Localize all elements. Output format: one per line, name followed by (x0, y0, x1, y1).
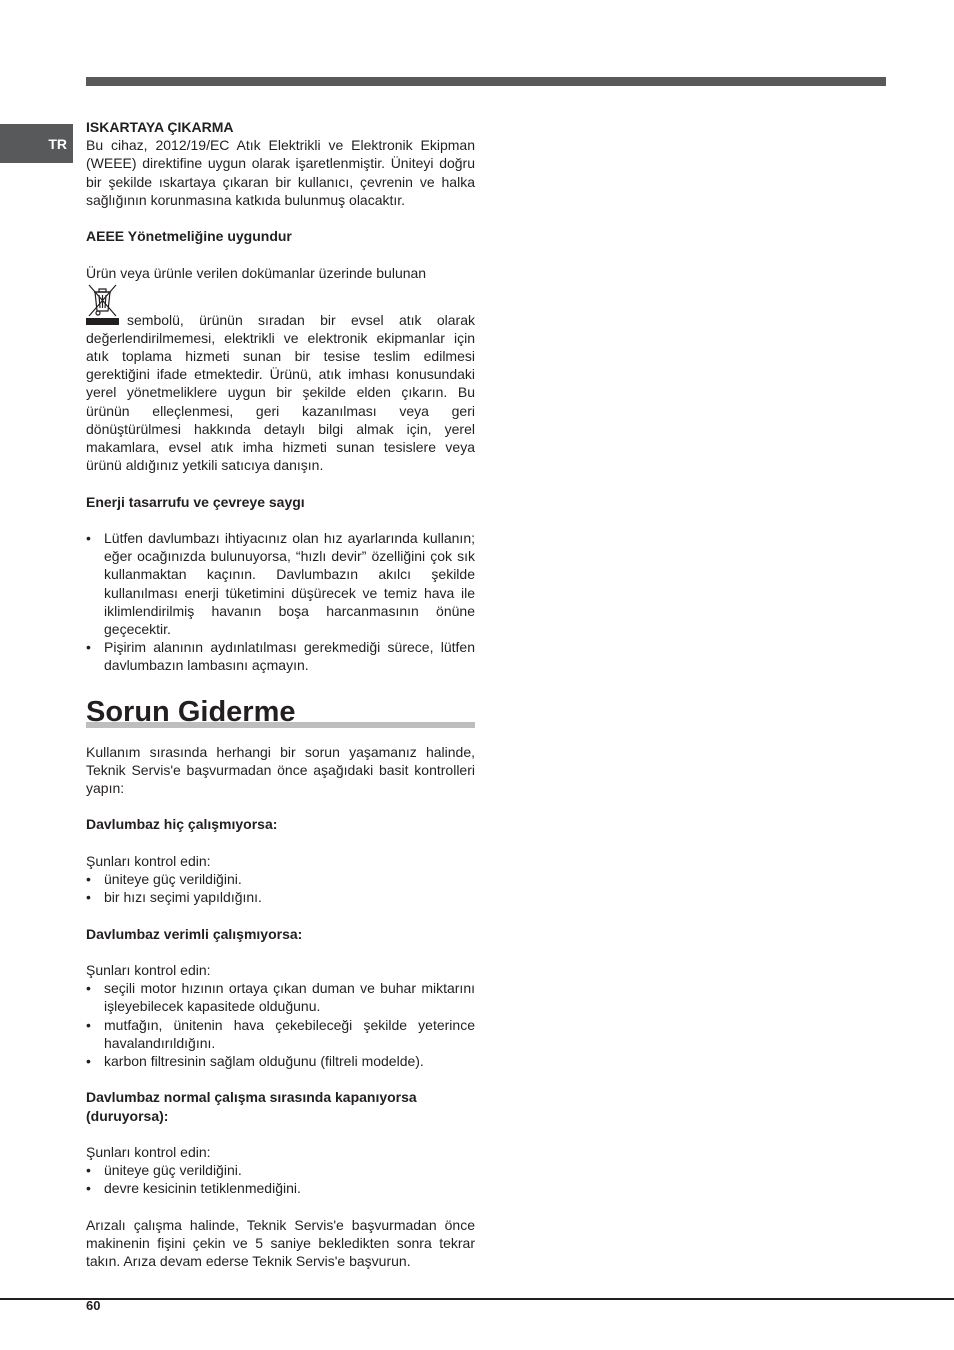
header-rule (86, 77, 886, 86)
list-item: • Pişirim alanının aydınlatılması gerekmediği sürece, lütfen davlumbazın lambasını açmayın. (86, 638, 475, 674)
language-code: TR (48, 135, 67, 152)
weee-bar-mark (86, 318, 119, 325)
disposal-heading: ISKARTAYA ÇIKARMA (86, 119, 234, 135)
list-item: • Lütfen davlumbazı ihtiyacınız olan hız ayarlarında kullanın; eğer ocağınızda bulunuyorsa, “hızlı devir” özelliğini çok sık kullanmaktan kaçının. Davlumbazın akılcı şekilde kullanılması enerji tüketimini düşürecek ve temiz hava ile iklimlendirilmiş havanın boşa harcanmasının önüne geçecektir. (86, 529, 475, 638)
check-label: Şunları kontrol edin: (86, 852, 211, 869)
list-item: • devre kesicinin tetiklenmediğini. (86, 1179, 475, 1197)
language-tab (0, 124, 73, 163)
case-heading: Davlumbaz normal çalışma sırasında kapanıyorsa (duruyorsa): (86, 1089, 417, 1124)
list-item: • üniteye güç verildiğini. (86, 870, 475, 888)
list-item: • bir hızı seçimi yapıldığını. (86, 888, 475, 906)
list-item: • üniteye güç verildiğini. (86, 1161, 475, 1179)
list-item: • seçili motor hızının ortaya çıkan duman ve buhar miktarını işleyebilecek kapasitede olduğunu. (86, 979, 475, 1015)
case-heading: Davlumbaz hiç çalışmıyorsa: (86, 816, 278, 833)
case-list (86, 979, 475, 1070)
page-number: 60 (86, 1298, 101, 1313)
case-list (86, 870, 475, 906)
energy-list (86, 529, 475, 675)
text-column (86, 118, 475, 1270)
check-label: Şunları kontrol edin: (86, 962, 211, 979)
disposal-body: Bu cihaz, 2012/19/EC Atık Elektrikli ve Elektronik Ekipman (WEEE) direktifine uygun olarak işaretlenmiştir. Üniteyi doğru bir şekilde ıskartaya çıkaran bir kullanıcı, çevrenin ve halka sağlığının korunmasına katkıda bulunmuş olacaktır. (86, 137, 475, 208)
troubleshooting-intro: Kullanım sırasında herhangi bir sorun yaşamanız halinde, Teknik Servis'e başvurmadan önce aşağıdaki basit kontrolleri yapın: (86, 743, 475, 797)
list-item: • mutfağın, ünitenin hava çekebileceği şekilde yeterince havalandırıldığını. (86, 1016, 475, 1052)
case-list (86, 1161, 475, 1197)
section-title: Sorun Giderme (86, 695, 296, 728)
aeee-intro: Ürün veya ürünle verilen dokümanlar üzerinde bulunan (86, 264, 427, 281)
check-label: Şunları kontrol edin: (86, 1144, 211, 1161)
case-heading: Davlumbaz verimli çalışmıyorsa: (86, 925, 303, 942)
aeee-heading: AEEE Yönetmeliğine uygundur (86, 228, 292, 245)
aeee-body: sembolü, ürünün sıradan bir evsel atık olarak değerlendirilmemesi, elektrikli ve elektronik ekipmanlar için atık toplama hizmeti sunan bir tesise teslim edilmesi gerektiğini ifade etmektedir. Ürünü, atık imhası konusundaki yerel yönetmeliklere uygun bir şekilde elden çıkarın. Bu ürünün elleçlenmesi, geri kazanılması veya geri dönüştürülmesi hakkında detaylı bilgi almak için, yerel makamlara, evsel atık imha hizmeti sunan tesislere veya ürünü aldığınız yetkili satıcıya danışın. (86, 311, 475, 474)
troubleshooting-closing: Arızalı çalışma halinde, Teknik Servis'e başvurmadan önce makinenin fişini çekin ve 5 saniye bekledikten sonra tekrar takın. Arıza devam ederse Teknik Servis'e başvurun. (86, 1216, 475, 1270)
footer-rule (0, 1298, 954, 1300)
list-item: • karbon filtresinin sağlam olduğunu (filtreli modelde). (86, 1052, 475, 1070)
energy-heading: Enerji tasarrufu ve çevreye saygı (86, 493, 305, 510)
